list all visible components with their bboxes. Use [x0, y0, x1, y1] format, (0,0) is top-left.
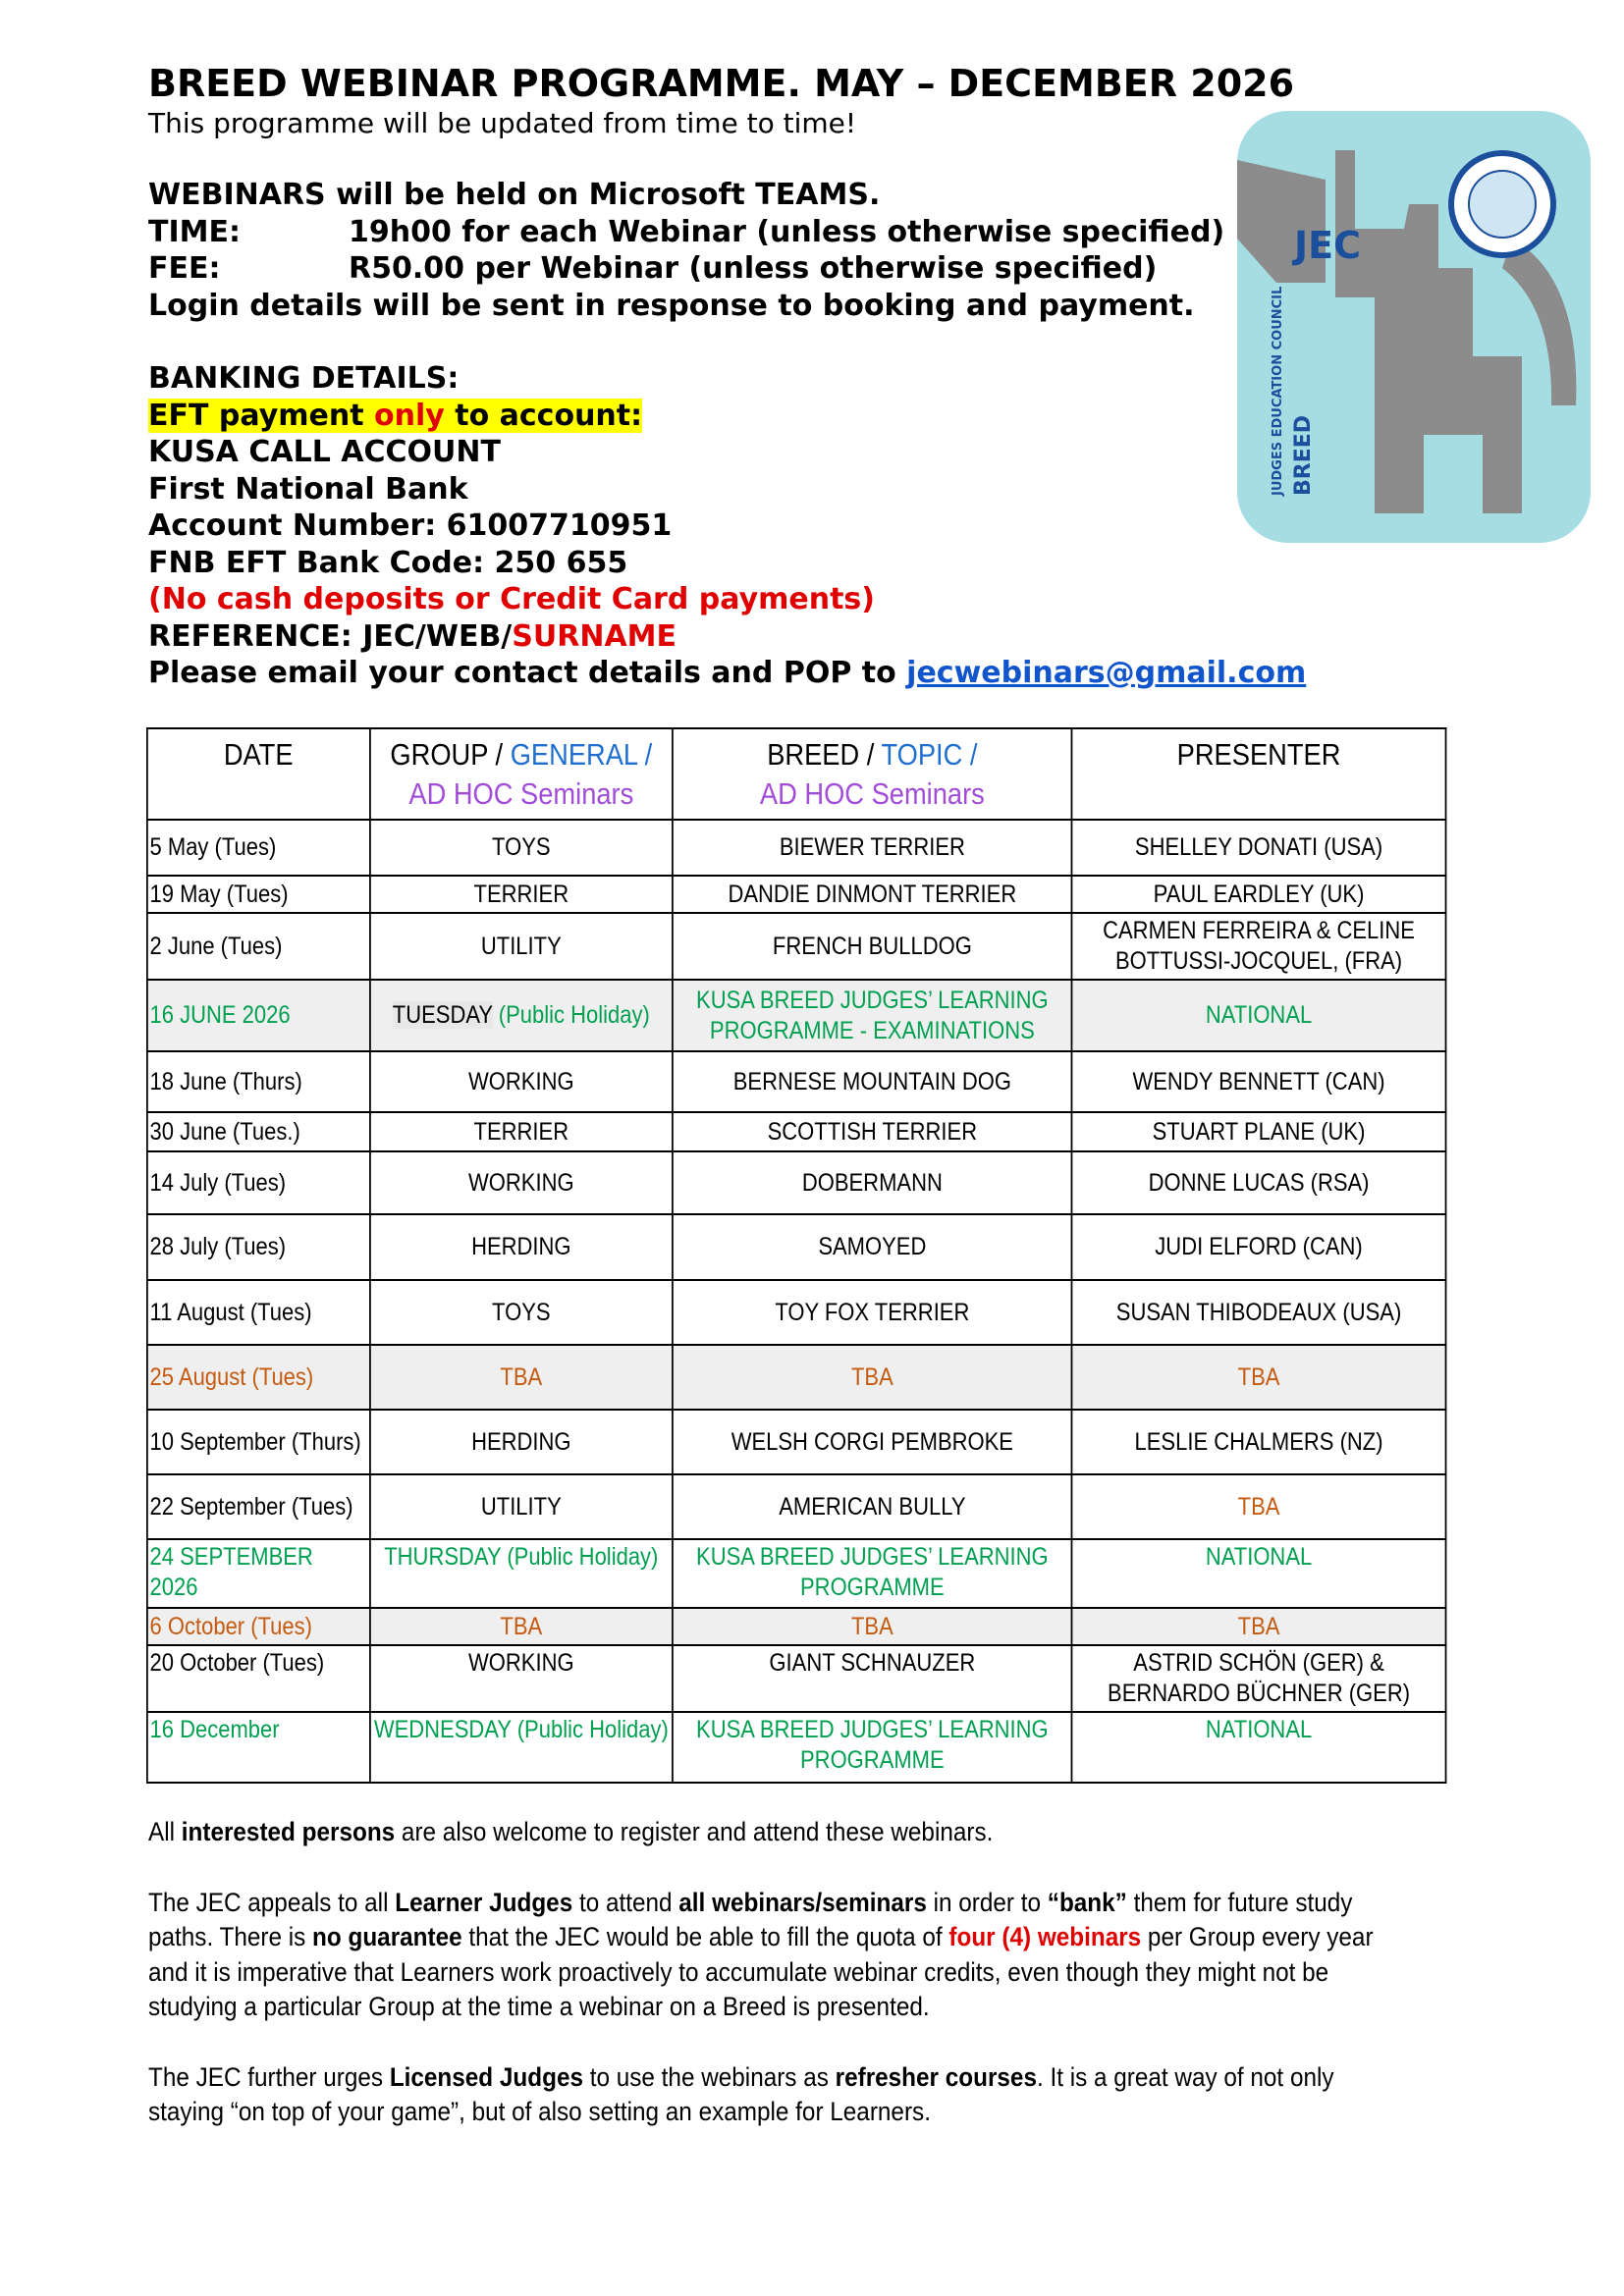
row-presenter: TBA	[1072, 1474, 1446, 1539]
table-row	[147, 1608, 1446, 1645]
row-date: 16 JUNE 2026	[147, 980, 370, 1051]
row-presenter: STUART PLANE (UK)	[1072, 1112, 1446, 1151]
table-row	[147, 1645, 1446, 1712]
fee-label: FEE:	[148, 251, 221, 286]
row-breed: TOY FOX TERRIER	[673, 1280, 1071, 1345]
row-breed: AMERICAN BULLY	[673, 1474, 1071, 1539]
row-date: 16 December	[147, 1712, 370, 1783]
table-row	[147, 1151, 1446, 1214]
eft-text-1: EFT payment	[148, 398, 374, 433]
row-breed: WELSH CORGI PEMBROKE	[673, 1410, 1071, 1474]
row-presenter: CARMEN FERREIRA & CELINE BOTTUSSI-JOCQUEL, (FRA)	[1072, 913, 1446, 980]
row-date: 28 July (Tues)	[147, 1214, 370, 1280]
login-line: Login details will be sent in response to booking and payment.	[148, 288, 1195, 323]
reference-line	[148, 618, 1228, 656]
row-date: 30 June (Tues.)	[147, 1112, 370, 1151]
row-breed: KUSA BREED JUDGES’ LEARNING PROGRAMME	[673, 1539, 1071, 1608]
row-group: TUESDAY (Public Holiday)	[369, 980, 673, 1051]
row-group: THURSDAY (Public Holiday)	[369, 1539, 673, 1608]
eft-only: only	[374, 398, 445, 433]
row-date: 11 August (Tues)	[147, 1280, 370, 1345]
time-line	[148, 214, 1228, 251]
header-date: DATE	[147, 728, 370, 820]
footer-paragraph-3: The JEC further urges Licensed Judges to use the webinars as refresher courses. It is a great way of not only staying “on top of your game”, but of also setting an example for Learners.	[148, 2061, 1334, 2126]
row-breed: TBA	[673, 1345, 1071, 1410]
row-group: HERDING	[369, 1214, 673, 1280]
row-group: TOYS	[369, 820, 673, 876]
row-presenter: PAUL EARDLEY (UK)	[1072, 876, 1446, 913]
footer-paragraph-2: The JEC appeals to all Learner Judges to attend all webinars/seminars in order to “bank” them for future study paths. There is no guarantee that the JEC would be able to fill the quota of four (4) webinars per Group every year and it is imperative that Learners work proactively to accumulate webinar credits, even though they might not be studying a particular Group at the time a webinar on a Breed is presented.	[148, 1887, 1374, 2021]
row-presenter: TBA	[1072, 1345, 1446, 1410]
table-row	[147, 1712, 1446, 1783]
header-breed: BREED / TOPIC / AD HOC Seminars	[673, 728, 1071, 820]
row-breed: TBA	[673, 1608, 1071, 1645]
table-row	[147, 820, 1446, 876]
row-breed: DANDIE DINMONT TERRIER	[673, 876, 1071, 913]
row-group: WORKING	[369, 1151, 673, 1214]
logo-vertical-text: JUDGES EDUCATION COUNCIL	[1271, 286, 1285, 496]
email-link[interactable]: jecwebinars@gmail.com	[906, 656, 1307, 690]
table-row	[147, 913, 1446, 980]
row-date: 20 October (Tues)	[147, 1645, 370, 1712]
header-presenter: PRESENTER	[1072, 728, 1446, 820]
row-group: WEDNESDAY (Public Holiday)	[369, 1712, 673, 1783]
row-group: TERRIER	[369, 876, 673, 913]
page-subtitle: This programme will be updated from time to time!	[148, 107, 857, 139]
time-label: TIME:	[148, 214, 241, 249]
row-presenter: JUDI ELFORD (CAN)	[1072, 1214, 1446, 1280]
row-presenter: SUSAN THIBODEAUX (USA)	[1072, 1280, 1446, 1345]
reference-surname: SURNAME	[512, 618, 677, 654]
row-breed: BIEWER TERRIER	[673, 820, 1071, 876]
row-group: WORKING	[369, 1645, 673, 1712]
row-group: TBA	[369, 1345, 673, 1410]
email-prefix: Please email your contact details and POP to	[148, 656, 907, 690]
row-group: UTILITY	[369, 913, 673, 980]
row-presenter: WENDY BENNETT (CAN)	[1072, 1051, 1446, 1112]
row-group: TERRIER	[369, 1112, 673, 1151]
row-breed: BERNESE MOUNTAIN DOG	[673, 1051, 1071, 1112]
email-line	[148, 655, 1307, 692]
page-title: BREED WEBINAR PROGRAMME. MAY – DECEMBER 2026	[148, 62, 1295, 105]
row-presenter: NATIONAL	[1072, 1712, 1446, 1783]
row-date: 22 September (Tues)	[147, 1474, 370, 1539]
row-breed: KUSA BREED JUDGES’ LEARNING PROGRAMME	[673, 1712, 1071, 1783]
row-date: 6 October (Tues)	[147, 1608, 370, 1645]
table-row	[147, 1214, 1446, 1280]
footer-notes	[148, 1815, 1403, 2165]
time-value: 19h00 for each Webinar (unless otherwise specified)	[349, 214, 1225, 249]
row-date: 5 May (Tues)	[147, 820, 370, 876]
table-row	[147, 1345, 1446, 1410]
table-header-row	[147, 728, 1446, 820]
row-presenter: NATIONAL	[1072, 980, 1446, 1051]
row-date: 19 May (Tues)	[147, 876, 370, 913]
branch-code: FNB EFT Bank Code: 250 655	[148, 545, 628, 580]
footer-paragraph-1: All interested persons are also welcome to register and attend these webinars.	[148, 1817, 994, 1846]
row-breed: FRENCH BULLDOG	[673, 913, 1071, 980]
table-row	[147, 980, 1446, 1051]
logo-breed-text: BREED	[1291, 414, 1316, 496]
table-row	[147, 1051, 1446, 1112]
logo-jec-text: JEC	[1294, 224, 1361, 267]
row-breed: DOBERMANN	[673, 1151, 1071, 1214]
table-row	[147, 1474, 1446, 1539]
row-presenter: SHELLEY DONATI (USA)	[1072, 820, 1446, 876]
row-breed: KUSA BREED JUDGES’ LEARNING PROGRAMME - EXAMINATIONS	[673, 980, 1071, 1051]
table-row	[147, 1280, 1446, 1345]
row-presenter: DONNE LUCAS (RSA)	[1072, 1151, 1446, 1214]
row-presenter: LESLIE CHALMERS (NZ)	[1072, 1410, 1446, 1474]
row-breed: SAMOYED	[673, 1214, 1071, 1280]
eft-line	[148, 398, 1228, 435]
row-date: 24 SEPTEMBER 2026	[147, 1539, 370, 1608]
row-group: TBA	[369, 1608, 673, 1645]
webinar-schedule-table	[146, 727, 1446, 1784]
header-group: GROUP / GENERAL / AD HOC Seminars	[369, 728, 673, 820]
table-row	[147, 1112, 1446, 1151]
teams-line: WEBINARS will be held on Microsoft TEAMS.	[148, 178, 881, 212]
row-group: HERDING	[369, 1410, 673, 1474]
row-presenter: ASTRID SCHÖN (GER) & BERNARDO BÜCHNER (GER)	[1072, 1645, 1446, 1712]
table-row	[147, 1539, 1446, 1608]
row-group: UTILITY	[369, 1474, 673, 1539]
fee-line	[148, 250, 1228, 288]
row-group: TOYS	[369, 1280, 673, 1345]
row-breed: GIANT SCHNAUZER	[673, 1645, 1071, 1712]
eft-text-2: to account:	[444, 398, 643, 433]
row-date: 18 June (Thurs)	[147, 1051, 370, 1112]
row-presenter: NATIONAL	[1072, 1539, 1446, 1608]
account-name: KUSA CALL ACCOUNT	[148, 435, 501, 469]
table-row	[147, 876, 1446, 913]
account-number: Account Number: 61007710951	[148, 508, 673, 543]
row-date: 10 September (Thurs)	[147, 1410, 370, 1474]
reference-prefix: REFERENCE: JEC/WEB/	[148, 618, 513, 654]
bank-name: First National Bank	[148, 471, 468, 507]
row-date: 14 July (Tues)	[147, 1151, 370, 1214]
row-date: 2 June (Tues)	[147, 913, 370, 980]
row-group: WORKING	[369, 1051, 673, 1112]
row-breed: SCOTTISH TERRIER	[673, 1112, 1071, 1151]
fee-value: R50.00 per Webinar (unless otherwise specified)	[349, 251, 1158, 286]
jec-dog-logo-icon	[1237, 111, 1591, 543]
banking-heading: BANKING DETAILS:	[148, 361, 460, 396]
row-presenter: TBA	[1072, 1608, 1446, 1645]
table-row	[147, 1410, 1446, 1474]
row-date: 25 August (Tues)	[147, 1345, 370, 1410]
no-cash-notice: (No cash deposits or Credit Card payments)	[148, 582, 875, 616]
